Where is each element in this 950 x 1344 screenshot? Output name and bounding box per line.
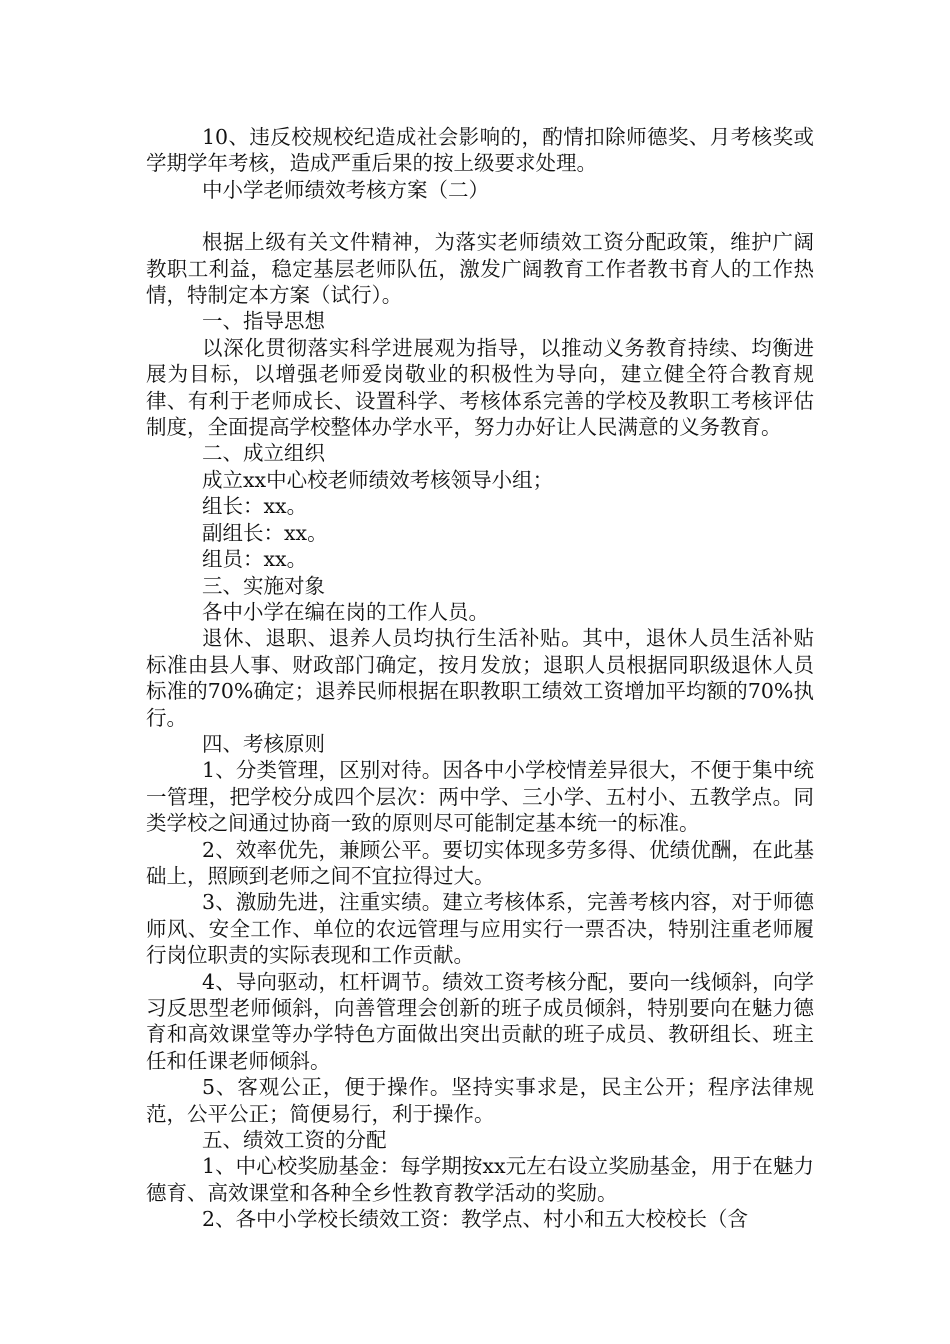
- principle-item-3: 3、激励先进，注重实绩。建立考核体系，完善考核内容，对于师德师风、安全工作、单位的农远管理与应用实行一票否决，特别注重老师履行岗位职责的实际表现和工作贡献。: [146, 890, 814, 968]
- section-heading-organization: 二、成立组织: [202, 441, 325, 466]
- paragraph-item-10: 10、违反校规校纪造成社会影响的，酌情扣除师德奖、月考核奖或学期学年考核，造成严重后果的按上级要求处理。: [146, 125, 814, 176]
- principle-item-1: 1、分类管理，区别对待。因各中小学校情差异很大，不便于集中统一管理，把学校分成四个层次：两中学、三小学、五村小、五教学点。同类学校之间通过协商一致的原则尽可能制定基本统一的标准。: [146, 758, 814, 836]
- retirement-paragraph: 退休、退职、退养人员均执行生活补贴。其中，退休人员生活补贴标准由县人事、财政部门确定，按月发放；退职人员根据同职级退休人员标准的70%确定；退养民师根据在职教职工绩效工资增加平均额的70%执行。: [146, 626, 814, 730]
- distribution-item-1: 1、中心校奖励基金：每学期按xx元左右设立奖励基金，用于在魅力德育、高效课堂和各种全乡性教育教学活动的奖励。: [146, 1154, 814, 1205]
- target-paragraph: 各中小学在编在岗的工作人员。: [202, 599, 489, 624]
- document-subtitle: 中小学老师绩效考核方案（二）: [202, 177, 489, 202]
- section-heading-distribution: 五、绩效工资的分配: [202, 1128, 387, 1153]
- guiding-ideology-paragraph: 以深化贯彻落实科学进展观为指导，以推动义务教育持续、均衡进展为目标，以增强老师爱岗敬业的积极性为导向，建立健全符合教育规律、有利于老师成长、设置科学、考核体系完善的学校及教职工考核评估制度，全面提高学校整体办学水平，努力办好让人民满意的义务教育。: [146, 335, 814, 440]
- principle-item-4: 4、导向驱动，杠杆调节。绩效工资考核分配，要向一线倾斜，向学习反思型老师倾斜，向善管理会创新的班子成员倾斜，特别要向在魅力德育和高效课堂等办学特色方面做出突出贡献的班子成员、教研组长、班主任和任课老师倾斜。: [146, 969, 814, 1073]
- organization-paragraph: 成立xx中心校老师绩效考核领导小组；: [202, 467, 554, 492]
- document-body: [146, 124, 814, 1233]
- member-line: 组员：xx。: [202, 547, 308, 572]
- principle-item-5: 5、客观公正，便于操作。坚持实事求是，民主公开；程序法律规范，公平公正；简便易行，利于操作。: [146, 1075, 814, 1126]
- distribution-item-2: 2、各中小学校长绩效工资：教学点、村小和五大校校长（含: [202, 1207, 749, 1232]
- deputy-leader-line: 副组长：xx。: [202, 520, 328, 545]
- section-heading-guiding-ideology: 一、指导思想: [202, 309, 325, 334]
- blank-line: [146, 203, 814, 229]
- principle-item-2: 2、效率优先，兼顾公平。要切实体现多劳多得、优绩优酬，在此基础上，照顾到老师之间不宜拉得过大。: [146, 837, 814, 888]
- intro-paragraph: 根据上级有关文件精神，为落实老师绩效工资分配政策，维护广阔教职工利益，稳定基层老师队伍，激发广阔教育工作者教书育人的工作热情，特制定本方案（试行）。: [146, 230, 814, 308]
- leader-line: 组长：xx。: [202, 494, 308, 519]
- section-heading-principles: 四、考核原则: [202, 731, 325, 756]
- section-heading-target: 三、实施对象: [202, 573, 325, 598]
